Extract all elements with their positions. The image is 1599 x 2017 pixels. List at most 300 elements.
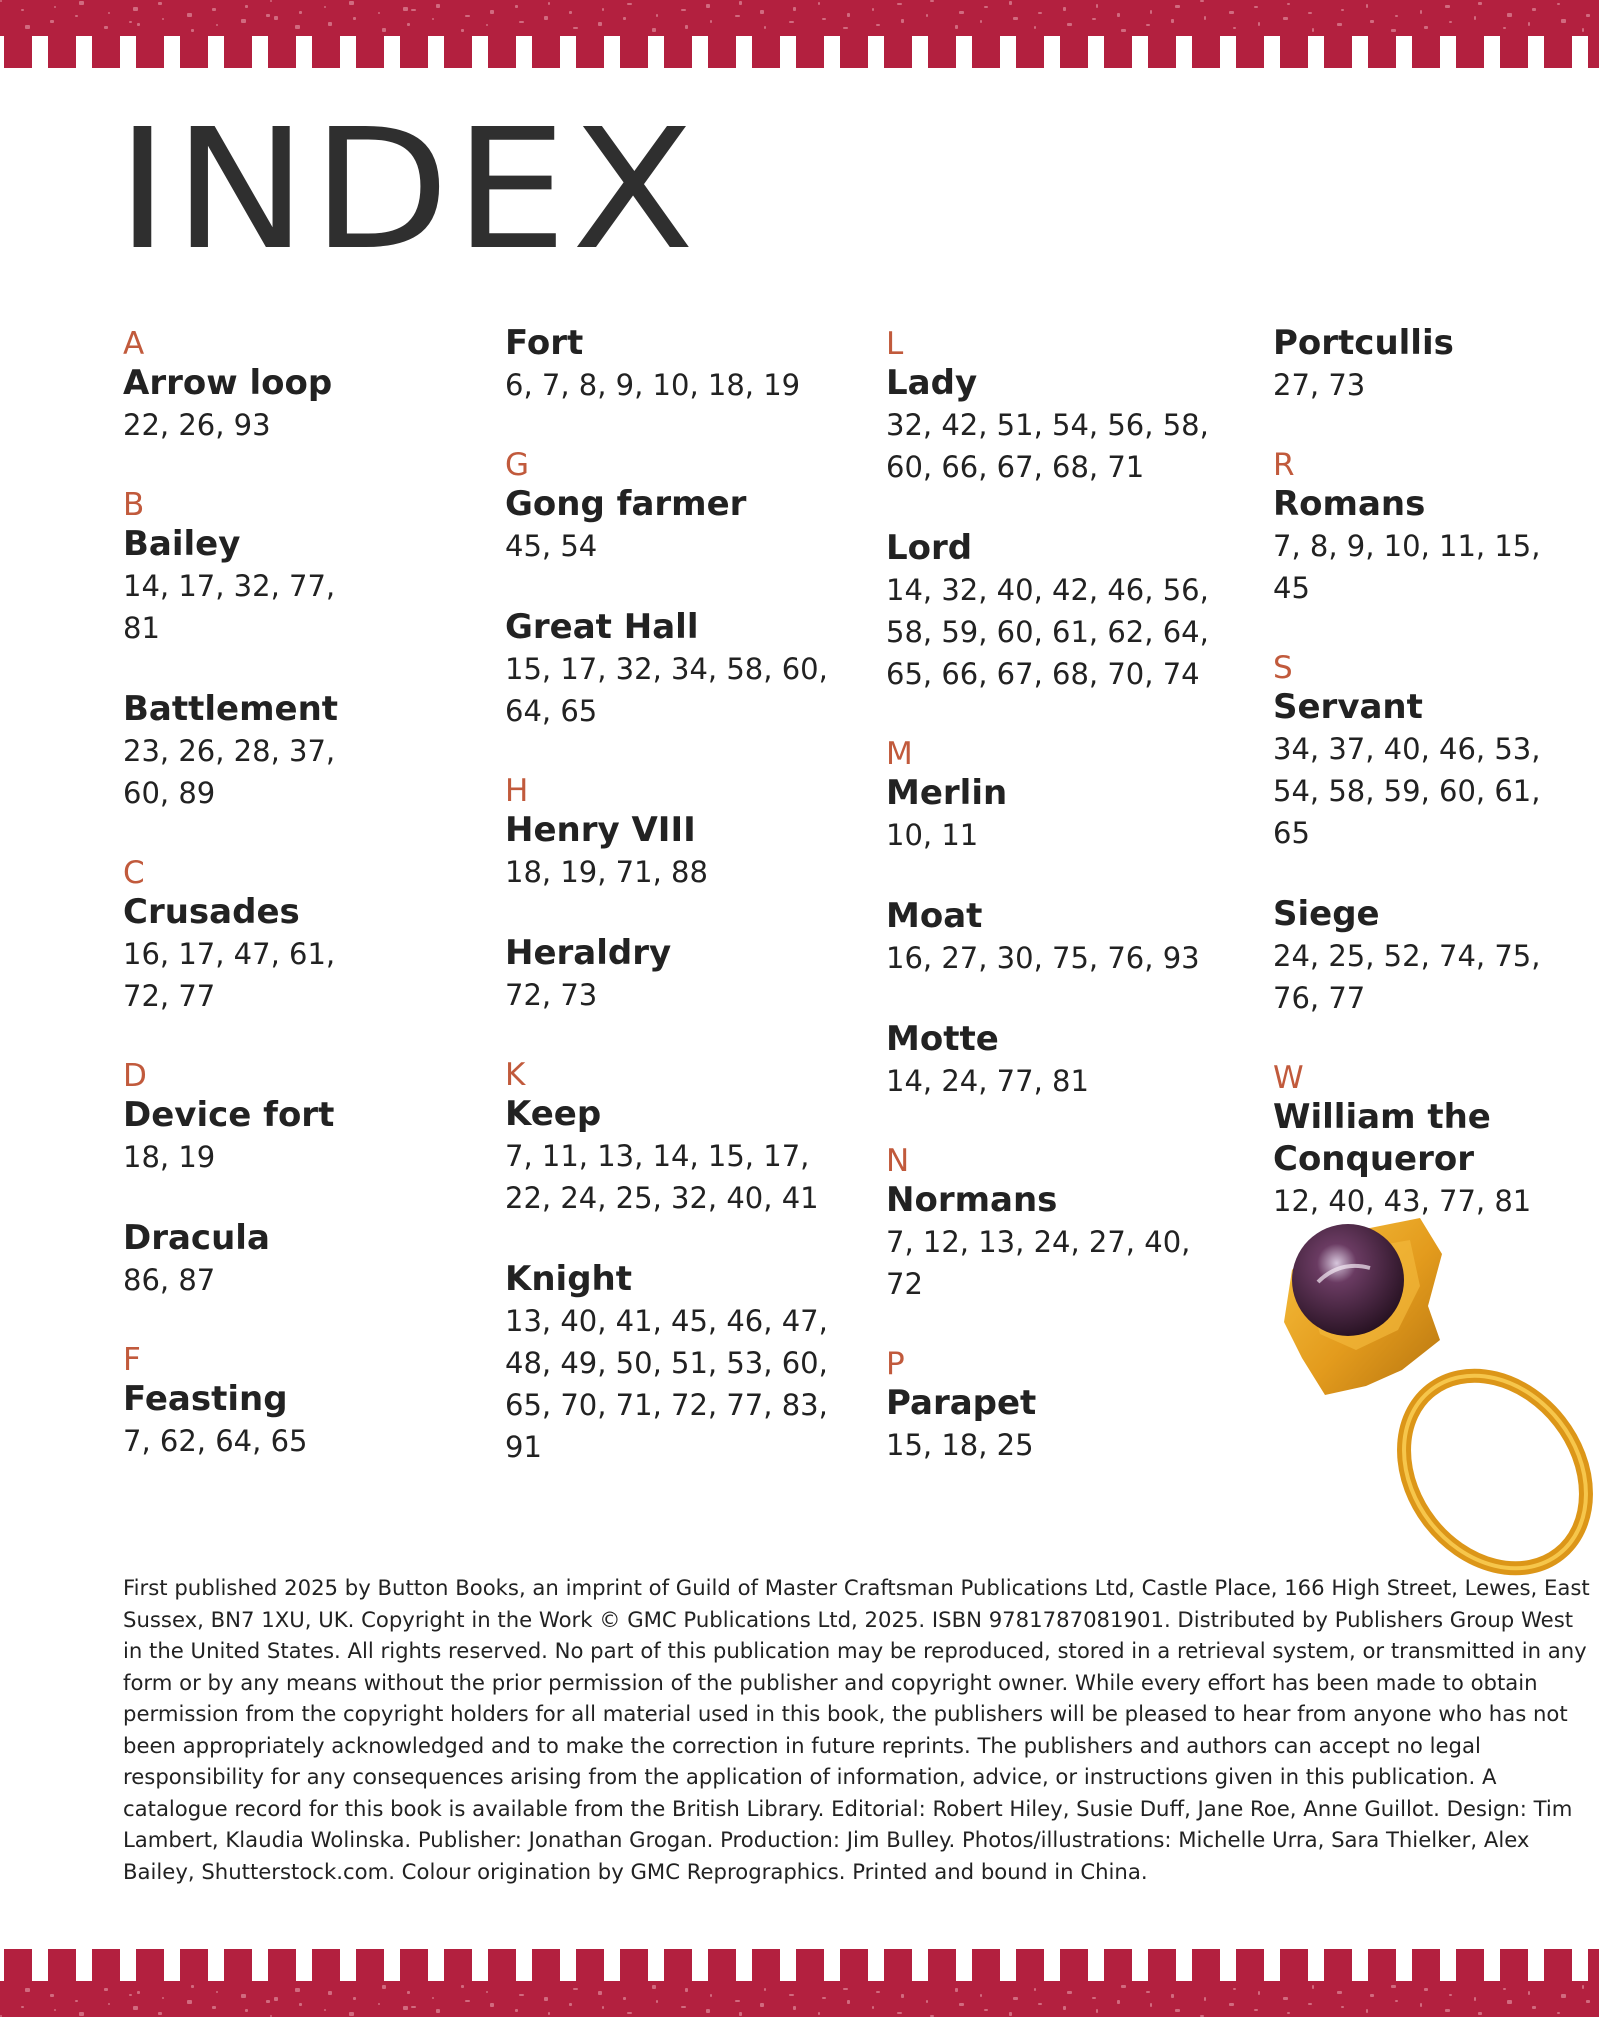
battlement-merlon xyxy=(1060,1949,1088,1983)
battlement-texture xyxy=(926,2000,928,2003)
battlement-texture xyxy=(1150,10,1152,14)
battlement-texture xyxy=(465,2000,470,2002)
battlement-merlon xyxy=(664,1949,692,1983)
index-term: Great Hall xyxy=(505,607,699,647)
index-page-numbers: 7, 8, 9, 10, 11, 15, 45 xyxy=(1273,529,1541,605)
battlement-texture xyxy=(241,1994,246,1998)
battlement-texture xyxy=(1204,1997,1206,2001)
battlement-texture xyxy=(295,1988,300,1992)
battlement-texture xyxy=(1424,1988,1428,1991)
battlement-texture xyxy=(241,19,246,23)
battlement-texture xyxy=(295,25,300,29)
battlement-merlon xyxy=(576,1949,604,1983)
battlement-texture xyxy=(25,1988,30,1992)
battlement-texture xyxy=(1337,23,1342,26)
battlement-texture xyxy=(519,1994,524,1996)
battlement-texture xyxy=(519,21,524,23)
battlement-texture xyxy=(652,28,656,32)
battlement-texture xyxy=(685,25,688,29)
battlement-texture xyxy=(847,13,850,17)
battlement-texture xyxy=(656,14,658,17)
battlement-merlon xyxy=(884,1949,912,1983)
battlement-texture xyxy=(1254,2009,1258,2011)
index-page-numbers: 72, 73 xyxy=(505,978,598,1012)
battlement-texture xyxy=(158,2012,162,2015)
index-letter-heading: P xyxy=(886,1346,905,1382)
index-page-numbers: 23, 26, 28, 37, 60, 89 xyxy=(123,734,336,810)
battlement-merlon xyxy=(840,34,868,68)
battlement-texture xyxy=(573,27,578,29)
battlement-merlon xyxy=(1016,34,1044,68)
battlement-texture xyxy=(681,9,686,11)
battlement-texture xyxy=(1561,1994,1566,1998)
battlement-texture xyxy=(1366,4,1368,8)
battlement-texture xyxy=(1507,13,1512,17)
battlement-texture xyxy=(245,2009,248,2012)
battlement-merlon xyxy=(1456,1949,1484,1983)
index-term: Battlement xyxy=(123,689,339,729)
index-term: Parapet xyxy=(886,1383,1037,1423)
battlement-merlon xyxy=(928,1949,956,1983)
battlement-texture xyxy=(1337,1991,1342,1994)
battlement-texture xyxy=(1507,2000,1512,2004)
battlement-texture xyxy=(627,3,632,5)
battlement-texture xyxy=(1067,1991,1072,1994)
battlement-merlon xyxy=(312,1949,340,1983)
battlement-texture xyxy=(897,3,902,5)
battlement-texture xyxy=(1171,19,1174,23)
index-page-numbers: 86, 87 xyxy=(123,1263,216,1297)
battlement-texture xyxy=(411,2006,416,2008)
battlement-texture xyxy=(54,2009,56,2011)
battlement-merlon xyxy=(1236,1949,1264,1983)
battlement-texture xyxy=(1312,1985,1314,1989)
index-term: Keep xyxy=(505,1094,602,1134)
battlement-texture xyxy=(349,2012,354,2016)
index-page-numbers: 14, 24, 77, 81 xyxy=(886,1064,1089,1098)
battlement-texture xyxy=(133,7,138,11)
battlement-texture xyxy=(1229,2003,1234,2006)
battlement-texture xyxy=(328,22,332,26)
battlement-merlon xyxy=(1412,34,1440,68)
battlement-texture xyxy=(432,1997,434,1999)
battlement-texture xyxy=(1254,6,1258,8)
battlement-texture xyxy=(1038,12,1042,14)
battlement-texture xyxy=(623,1997,626,2000)
battlement-texture xyxy=(1308,2003,1312,2005)
battlement-texture xyxy=(1395,2000,1398,2002)
battlement-texture xyxy=(901,1994,904,1998)
index-column-3 xyxy=(886,322,1216,1505)
battlement-texture xyxy=(1532,2006,1536,2009)
battlement-texture xyxy=(133,2006,138,2010)
battlement-merlon xyxy=(1192,1949,1220,1983)
battlement-merlon xyxy=(268,1949,296,1983)
battlement-merlon xyxy=(1456,34,1484,68)
battlement-merlon xyxy=(4,34,32,68)
battlement-texture xyxy=(1092,18,1096,20)
battlement-texture xyxy=(598,22,602,26)
index-letter-heading: C xyxy=(123,855,145,891)
battlement-texture xyxy=(656,2000,658,2003)
battlement-texture xyxy=(1204,16,1206,20)
battlement-texture xyxy=(739,2012,742,2016)
battlement-texture xyxy=(324,6,326,8)
battlement-merlon xyxy=(1148,1949,1176,1983)
battlement-texture xyxy=(1586,14,1590,17)
battlement-texture xyxy=(1009,2012,1012,2016)
battlement-texture xyxy=(984,6,988,8)
battlement-texture xyxy=(710,1994,712,1997)
battlement-texture xyxy=(1474,16,1476,20)
battlement-texture xyxy=(764,1988,766,1991)
battlement-merlon xyxy=(972,34,1000,68)
battlement-merlon xyxy=(708,34,736,68)
battlement-texture xyxy=(1312,28,1314,32)
battlement-merlon xyxy=(444,1949,472,1983)
battlement-texture xyxy=(1449,21,1452,23)
battlement-texture xyxy=(1582,28,1584,32)
battlement-texture xyxy=(760,2003,764,2007)
battlement-texture xyxy=(822,18,826,20)
battlement-merlon xyxy=(268,34,296,68)
battlement-merlon xyxy=(1016,1949,1044,1983)
battlement-texture xyxy=(1034,26,1036,29)
battlement-texture xyxy=(843,27,848,29)
battlement-merlon xyxy=(400,34,428,68)
battlement-texture xyxy=(876,1991,880,1993)
index-page-numbers: 14, 17, 32, 77, 81 xyxy=(123,569,336,645)
imprint-text: First published 2025 by Button Books, an imprint of Guild of Master Craftsman Publications Ltd, Castle Place, 166 High Street, Lewes, East Sussex, BN7 1XU, UK. Copyright in the Work © GMC Publications Ltd, 2025. ISBN 9781787081901. Distributed by Publishers Group West in the United States. All rights reserved. No part of this publication may be reproduced, stored in a retrieval system, or transmitted in any form or by any means without the prior permission of the publisher and copyright owner. While every effort has been made to obtain permission from the copyright holders for all material used in this book, the publishers will be pleased to hear from anyone who has not been appropriately acknowledged and to make the correction in future reprints. The publishers and authors can accept no legal responsibility for any consequences arising from the application of information, advice, or instructions given in this publication. A catalogue record for this book is available from the British Library. Editorial: Robert Hiley, Susie Duff, Jane Roe, Anne Guillot. Design: Tim Lambert, Klaudia Wolinska. Publisher: Jonathan Grogan. Production: Jim Bulley. Photos/illustrations: Michelle Urra, Sara Thielker, Alex Bailey, Shutterstock.com. Colour origination by GMC Reprographics. Printed and bound in China. xyxy=(123,1575,1590,1884)
battlement-texture xyxy=(129,21,132,23)
battlement-texture xyxy=(1038,2003,1042,2005)
battlement-texture xyxy=(789,21,794,23)
battlement-merlon xyxy=(576,34,604,68)
battlement-texture xyxy=(137,1991,140,1994)
battlement-merlon xyxy=(752,1949,780,1983)
battlement-texture xyxy=(1013,17,1018,20)
battlement-texture xyxy=(1092,1997,1096,1999)
index-column-2 xyxy=(505,322,845,1507)
battlement-merlon xyxy=(1500,1949,1528,1983)
battlement-texture xyxy=(573,1988,578,1990)
battlement-merlon xyxy=(620,34,648,68)
battlement-merlon xyxy=(488,34,516,68)
index-page-numbers: 45, 54 xyxy=(505,529,598,563)
index-term: Bailey xyxy=(123,524,241,564)
battlement-merlon xyxy=(1588,34,1599,68)
index-page-numbers: 10, 11 xyxy=(886,818,979,852)
battlement-texture xyxy=(760,10,764,14)
battlement-texture xyxy=(1478,2,1482,5)
index-term: Dracula xyxy=(123,1218,270,1258)
battlement-texture xyxy=(108,2003,110,2005)
battlement-texture xyxy=(1582,1985,1584,1989)
battlement-merlon xyxy=(1280,1949,1308,1983)
battlement-texture xyxy=(328,1991,332,1995)
battlement-texture xyxy=(1420,10,1422,14)
battlement-texture xyxy=(104,1988,108,1991)
battlement-merlon xyxy=(532,1949,560,1983)
battlement-texture xyxy=(411,9,416,11)
battlement-texture xyxy=(299,2003,302,2006)
battlement-texture xyxy=(129,1994,132,1996)
index-page-numbers: 7, 12, 13, 24, 27, 40, 72 xyxy=(886,1225,1191,1301)
battlement-merlon xyxy=(180,34,208,68)
battlement-texture xyxy=(162,18,164,20)
battlement-texture xyxy=(739,1,742,5)
battlement-merlon xyxy=(444,34,472,68)
index-page-numbers: 7, 62, 64, 65 xyxy=(123,1424,308,1458)
battlement-texture xyxy=(1063,7,1066,11)
index-term: Gong farmer xyxy=(505,484,747,524)
index-letter-heading: R xyxy=(1273,447,1295,483)
battlement-texture xyxy=(959,2003,964,2006)
index-term: Merlin xyxy=(886,773,1008,813)
battlement-texture xyxy=(955,25,958,29)
index-term: Lord xyxy=(886,528,973,568)
battlement-merlon xyxy=(356,34,384,68)
battlement-merlon xyxy=(884,34,912,68)
index-term: Knight xyxy=(505,1259,633,1299)
battlement-merlon xyxy=(1544,1949,1572,1983)
battlement-texture xyxy=(378,2003,380,2005)
battlement-texture xyxy=(0,0,2,2)
battlement-texture xyxy=(1121,1985,1126,1988)
index-page-numbers: 32, 42, 51, 54, 56, 58, 60, 66, 67, 68, 71 xyxy=(886,408,1209,484)
battlement-texture xyxy=(1503,1988,1506,1990)
battlement-texture xyxy=(378,12,380,14)
index-page-numbers: 27, 73 xyxy=(1273,368,1366,402)
battlement-merlon xyxy=(92,1949,120,1983)
index-term: William the Conqueror xyxy=(1273,1097,1491,1179)
index-page-numbers: 6, 7, 8, 9, 10, 18, 19 xyxy=(505,368,801,402)
battlement-texture xyxy=(1258,22,1260,26)
battlement-texture xyxy=(598,1991,602,1995)
battlement-merlon xyxy=(92,34,120,68)
battlement-texture xyxy=(544,16,548,20)
battlement-texture xyxy=(465,15,470,17)
battlement-texture xyxy=(486,1991,488,1993)
battlement-texture xyxy=(1150,2003,1152,2007)
battlement-texture xyxy=(1229,11,1234,14)
index-letter-heading: W xyxy=(1273,1060,1304,1096)
battlement-texture xyxy=(1528,22,1530,26)
battlement-merlon xyxy=(1236,34,1264,68)
battlement-texture xyxy=(602,2006,604,2009)
battlement-texture xyxy=(324,2009,326,2011)
battlement-texture xyxy=(436,2009,440,2013)
top-battlement-border xyxy=(0,0,1599,70)
index-letter-heading: S xyxy=(1273,650,1293,686)
battlement-texture xyxy=(955,1988,958,1992)
battlement-merlon xyxy=(224,34,252,68)
battlement-texture xyxy=(652,1985,656,1989)
battlement-texture xyxy=(569,11,572,14)
battlement-merlon xyxy=(1544,34,1572,68)
battlement-texture xyxy=(270,0,272,2)
battlement-merlon xyxy=(532,34,560,68)
battlement-texture xyxy=(75,2000,78,2002)
index-term: Crusades xyxy=(123,892,300,932)
battlement-bar xyxy=(0,1981,1599,2017)
battlement-texture xyxy=(266,2000,270,2003)
battlement-merlon xyxy=(796,1949,824,1983)
index-letter-heading: A xyxy=(123,326,145,362)
battlement-texture xyxy=(926,14,928,17)
battlement-texture xyxy=(1308,12,1312,14)
battlement-texture xyxy=(461,29,464,32)
battlement-merlon xyxy=(1148,34,1176,68)
battlement-texture xyxy=(876,24,880,26)
battlement-merlon xyxy=(48,34,76,68)
battlement-texture xyxy=(1341,2006,1344,2008)
battlement-texture xyxy=(490,10,494,14)
battlement-merlon xyxy=(1500,34,1528,68)
index-term: Portcullis xyxy=(1273,323,1454,363)
battlement-texture xyxy=(266,14,270,17)
battlement-texture xyxy=(1175,2009,1180,2012)
battlement-texture xyxy=(191,29,194,32)
battlement-texture xyxy=(216,1991,218,1993)
battlement-texture xyxy=(1013,1997,1018,2000)
index-page-numbers: 12, 40, 43, 77, 81 xyxy=(1273,1184,1532,1218)
battlement-texture xyxy=(1474,1997,1476,2001)
index-page-numbers: 24, 25, 52, 74, 75, 76, 77 xyxy=(1273,939,1541,1015)
battlement-texture xyxy=(1370,1994,1374,1997)
index-letter-heading: N xyxy=(886,1143,910,1179)
battlement-merlon xyxy=(356,1949,384,1983)
battlement-texture xyxy=(706,4,710,8)
index-column-4 xyxy=(1273,322,1573,1261)
battlement-texture xyxy=(627,2012,632,2014)
battlement-merlon xyxy=(1324,34,1352,68)
index-term: Heraldry xyxy=(505,933,672,973)
battlement-texture xyxy=(461,1985,464,1988)
battlement-merlon xyxy=(136,34,164,68)
battlement-texture xyxy=(1096,2009,1098,2013)
battlement-texture xyxy=(1445,2009,1450,2012)
battlement-texture xyxy=(212,8,216,11)
battlement-texture xyxy=(21,2006,24,2008)
battlement-texture xyxy=(1532,8,1536,11)
battlement-texture xyxy=(1258,1991,1260,1995)
battlement-texture xyxy=(515,2009,518,2012)
battlement-texture xyxy=(212,2006,216,2009)
bottom-battlement-border xyxy=(0,1947,1599,2017)
battlement-texture xyxy=(216,24,218,26)
battlement-texture xyxy=(735,2000,740,2002)
index-page-numbers: 13, 40, 41, 45, 46, 47, 48, 49, 50, 51, 53, 60, 65, 70, 71, 72, 77, 83, 91 xyxy=(505,1304,828,1464)
battlement-merlon xyxy=(224,1949,252,1983)
battlement-texture xyxy=(137,23,140,26)
battlement-merlon xyxy=(488,1949,516,1983)
battlement-texture xyxy=(1146,1991,1150,1993)
battlement-texture xyxy=(959,11,964,14)
battlement-texture xyxy=(1121,29,1126,32)
battlement-texture xyxy=(1063,2006,1066,2010)
battlement-texture xyxy=(349,1,354,5)
index-term: Moat xyxy=(886,896,983,936)
battlement-merlon xyxy=(972,1949,1000,1983)
index-letter-heading: G xyxy=(505,447,530,483)
battlement-merlon xyxy=(1104,1949,1132,1983)
battlement-texture xyxy=(1146,24,1150,26)
battlement-texture xyxy=(382,1985,386,1989)
battlement-merlon xyxy=(136,1949,164,1983)
index-term: Lady xyxy=(886,363,978,403)
battlement-texture xyxy=(984,2009,988,2011)
battlement-texture xyxy=(544,1997,548,2001)
battlement-merlon xyxy=(400,1949,428,1983)
battlement-texture xyxy=(818,2012,820,2015)
index-page-numbers: 34, 37, 40, 46, 53, 54, 58, 59, 60, 61, 65 xyxy=(1273,732,1541,850)
battlement-texture xyxy=(1391,29,1396,32)
battlement-merlon xyxy=(1324,1949,1352,1983)
index-term: Device fort xyxy=(123,1095,335,1135)
battlement-texture xyxy=(1096,4,1098,8)
index-page-numbers: 7, 11, 13, 14, 15, 17, 22, 24, 25, 32, 40, 41 xyxy=(505,1139,819,1215)
battlement-texture xyxy=(1391,1985,1396,1988)
index-page-numbers: 18, 19, 71, 88 xyxy=(505,855,708,889)
index-letter-heading: F xyxy=(123,1342,141,1378)
battlement-texture xyxy=(681,2006,686,2008)
battlement-texture xyxy=(1233,1988,1236,1990)
battlement-texture xyxy=(1366,2009,1368,2013)
battlement-texture xyxy=(432,18,434,20)
battlement-texture xyxy=(764,26,766,29)
index-term: Henry VIII xyxy=(505,810,696,850)
index-letter-heading: D xyxy=(123,1058,147,1094)
index-term: Romans xyxy=(1273,484,1426,524)
battlement-texture xyxy=(50,1994,54,1997)
battlement-texture xyxy=(1034,1988,1036,1991)
battlement-texture xyxy=(1287,3,1290,5)
battlement-texture xyxy=(1370,20,1374,23)
battlement-texture xyxy=(569,2003,572,2006)
battlement-texture xyxy=(382,28,386,32)
battlement-texture xyxy=(353,1997,356,2000)
battlement-merlon xyxy=(48,1949,76,1983)
index-term: Fort xyxy=(505,323,584,363)
index-letter-heading: L xyxy=(886,326,904,362)
battlement-texture xyxy=(1175,5,1180,8)
index-term: Motte xyxy=(886,1019,999,1059)
battlement-texture xyxy=(187,13,192,17)
battlement-merlon xyxy=(4,1949,32,1983)
battlement-texture xyxy=(1171,1994,1174,1998)
battlement-texture xyxy=(548,2,550,5)
battlement-texture xyxy=(1117,2000,1120,2004)
battlement-merlon xyxy=(840,1949,868,1983)
index-term: Siege xyxy=(1273,894,1380,934)
battlement-texture xyxy=(602,8,604,11)
battlement-texture xyxy=(1067,23,1072,26)
battlement-texture xyxy=(980,1994,982,1997)
battlement-texture xyxy=(25,25,30,29)
battlement-texture xyxy=(407,23,410,26)
battlement-texture xyxy=(21,9,24,11)
battlement-texture xyxy=(1449,1994,1452,1996)
battlement-texture xyxy=(1561,19,1566,23)
battlement-texture xyxy=(980,20,982,23)
index-letter-heading: M xyxy=(886,736,913,772)
battlement-texture xyxy=(245,5,248,8)
battlement-texture xyxy=(901,19,904,23)
index-term: Arrow loop xyxy=(123,363,333,403)
index-term: Servant xyxy=(1273,687,1423,727)
page-title: INDEX xyxy=(116,94,699,287)
